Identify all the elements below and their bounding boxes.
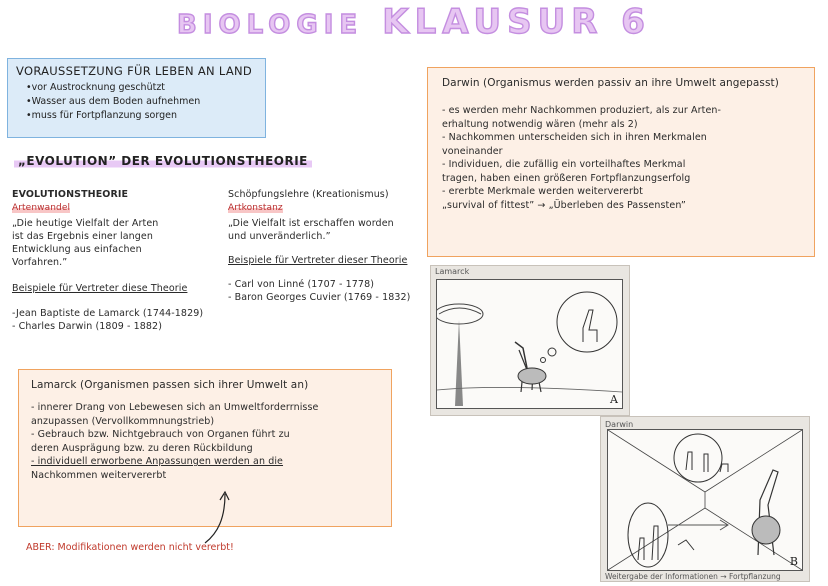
figure-caption: Lamarck [435, 267, 470, 276]
list-item: • vor Austrocknung geschützt [26, 81, 257, 95]
figure-letter: B [789, 555, 798, 568]
darwin-point: erhaltung notwendig wären (mehr als 2) [442, 118, 638, 130]
darwin-drawing [607, 429, 803, 571]
evolutionstheorie-column [12, 188, 212, 333]
evolutionstheorie-heading: EVOLUTIONSTHEORIE [12, 189, 129, 200]
quote-line: Entwicklung aus einfachen [12, 244, 142, 255]
schoepfung-column [228, 188, 423, 304]
darwin-point: - ererbte Merkmale werden weitervererbt [442, 186, 643, 197]
darwin-point: - Individuen, die zufällig ein vorteilhaftes Merkmal [442, 159, 686, 170]
giraffe-evolution-drawing [608, 430, 802, 570]
artenwandel-label: Artenwandel [12, 203, 71, 213]
darwin-point: voneinander [442, 145, 503, 157]
lamarck-point: Nachkommen weitervererbt [31, 469, 167, 481]
list-item: • Wasser aus dem Boden aufnehmen [26, 95, 257, 109]
list-item: - Baron Georges Cuvier (1769 - 1832) [228, 292, 411, 303]
evolution-heading: „EVOLUTION” DER EVOLUTIONSTHEORIE [14, 154, 312, 168]
darwin-figure [600, 416, 810, 582]
land-heading: VORAUSSETZUNG FÜR LEBEN AN LAND [16, 64, 253, 78]
darwin-point: tragen, haben einen größeren Fortpflanzungserfolg [442, 172, 691, 184]
figure-letter: A [610, 393, 618, 406]
land-requirements-box [7, 58, 266, 138]
schoepfung-examples-label: Beispiele für Vertreter dieser Theorie [228, 255, 408, 266]
title-prefix: BIOLOGIE [177, 10, 364, 40]
lamarck-point: - innerer Drang von Lebewesen sich an Umweltforderrnisse [31, 402, 319, 413]
schoepfung-examples [228, 278, 423, 304]
lamarck-point: - individuell erworbene Anpassungen werden an die [31, 456, 284, 467]
darwin-point: - Nachkommen unterscheiden sich in ihren Merkmalen [442, 132, 707, 143]
evolution-examples-label: Beispiele für Vertreter diese Theorie [12, 283, 188, 294]
arrow-icon [200, 488, 240, 546]
lamarck-point: deren Ausprägung bzw. zu deren Rückbildung [31, 442, 253, 454]
figure-caption: Darwin [605, 420, 634, 429]
lamarck-point: - Gebrauch bzw. Nichtgebrauch von Organen führt zu [31, 429, 290, 440]
lamarck-drawing [436, 279, 623, 409]
evolution-examples [12, 307, 212, 333]
giraffe-drawing [437, 280, 622, 408]
lamarck-title: Lamarck (Organismen passen sich ihrer Umwelt an) [31, 379, 309, 391]
artkonstanz-label: Artkonstanz [228, 203, 283, 213]
lamarck-figure [430, 265, 630, 416]
lamarck-point: anzupassen (Vervollkommnungstrieb) [31, 415, 215, 427]
page-title [0, 2, 828, 42]
darwin-title: Darwin (Organismus werden passiv an ihre Umwelt angepasst) [442, 77, 779, 89]
quote-line: und unveränderlich.” [228, 231, 331, 242]
list-item: - Charles Darwin (1809 - 1882) [12, 321, 163, 332]
quote-line: „Die Vielfalt ist erschaffen worden [228, 218, 394, 229]
list-item: -Jean Baptiste de Lamarck (1744-1829) [12, 308, 204, 319]
list-item: - Carl von Linné (1707 - 1778) [228, 279, 375, 290]
land-list [16, 81, 257, 123]
quote-line: Vorfahren.” [12, 257, 68, 268]
quote-line: ist das Ergebnis einer langen [12, 231, 153, 242]
darwin-box [427, 67, 815, 257]
evolutionstheorie-quote [12, 217, 212, 269]
modification-note: ABER: Modifikationen werden nicht vererbt! [26, 542, 234, 553]
schoepfung-quote [228, 217, 423, 243]
list-item: • muss für Fortpflanzung sorgen [26, 109, 257, 123]
darwin-point: „survival of fittest” → „Überleben des Passensten” [442, 199, 686, 211]
schoepfung-heading: Schöpfungslehre (Kreationismus) [228, 189, 389, 200]
figure-bottom-caption: Weitergabe der Informationen → Fortpflanzung [605, 572, 781, 581]
title-rest: KLAUSUR 6 [382, 2, 651, 42]
darwin-point: - es werden mehr Nachkommen produziert, als zur Arten- [442, 105, 722, 116]
quote-line: „Die heutige Vielfalt der Arten [12, 218, 159, 229]
